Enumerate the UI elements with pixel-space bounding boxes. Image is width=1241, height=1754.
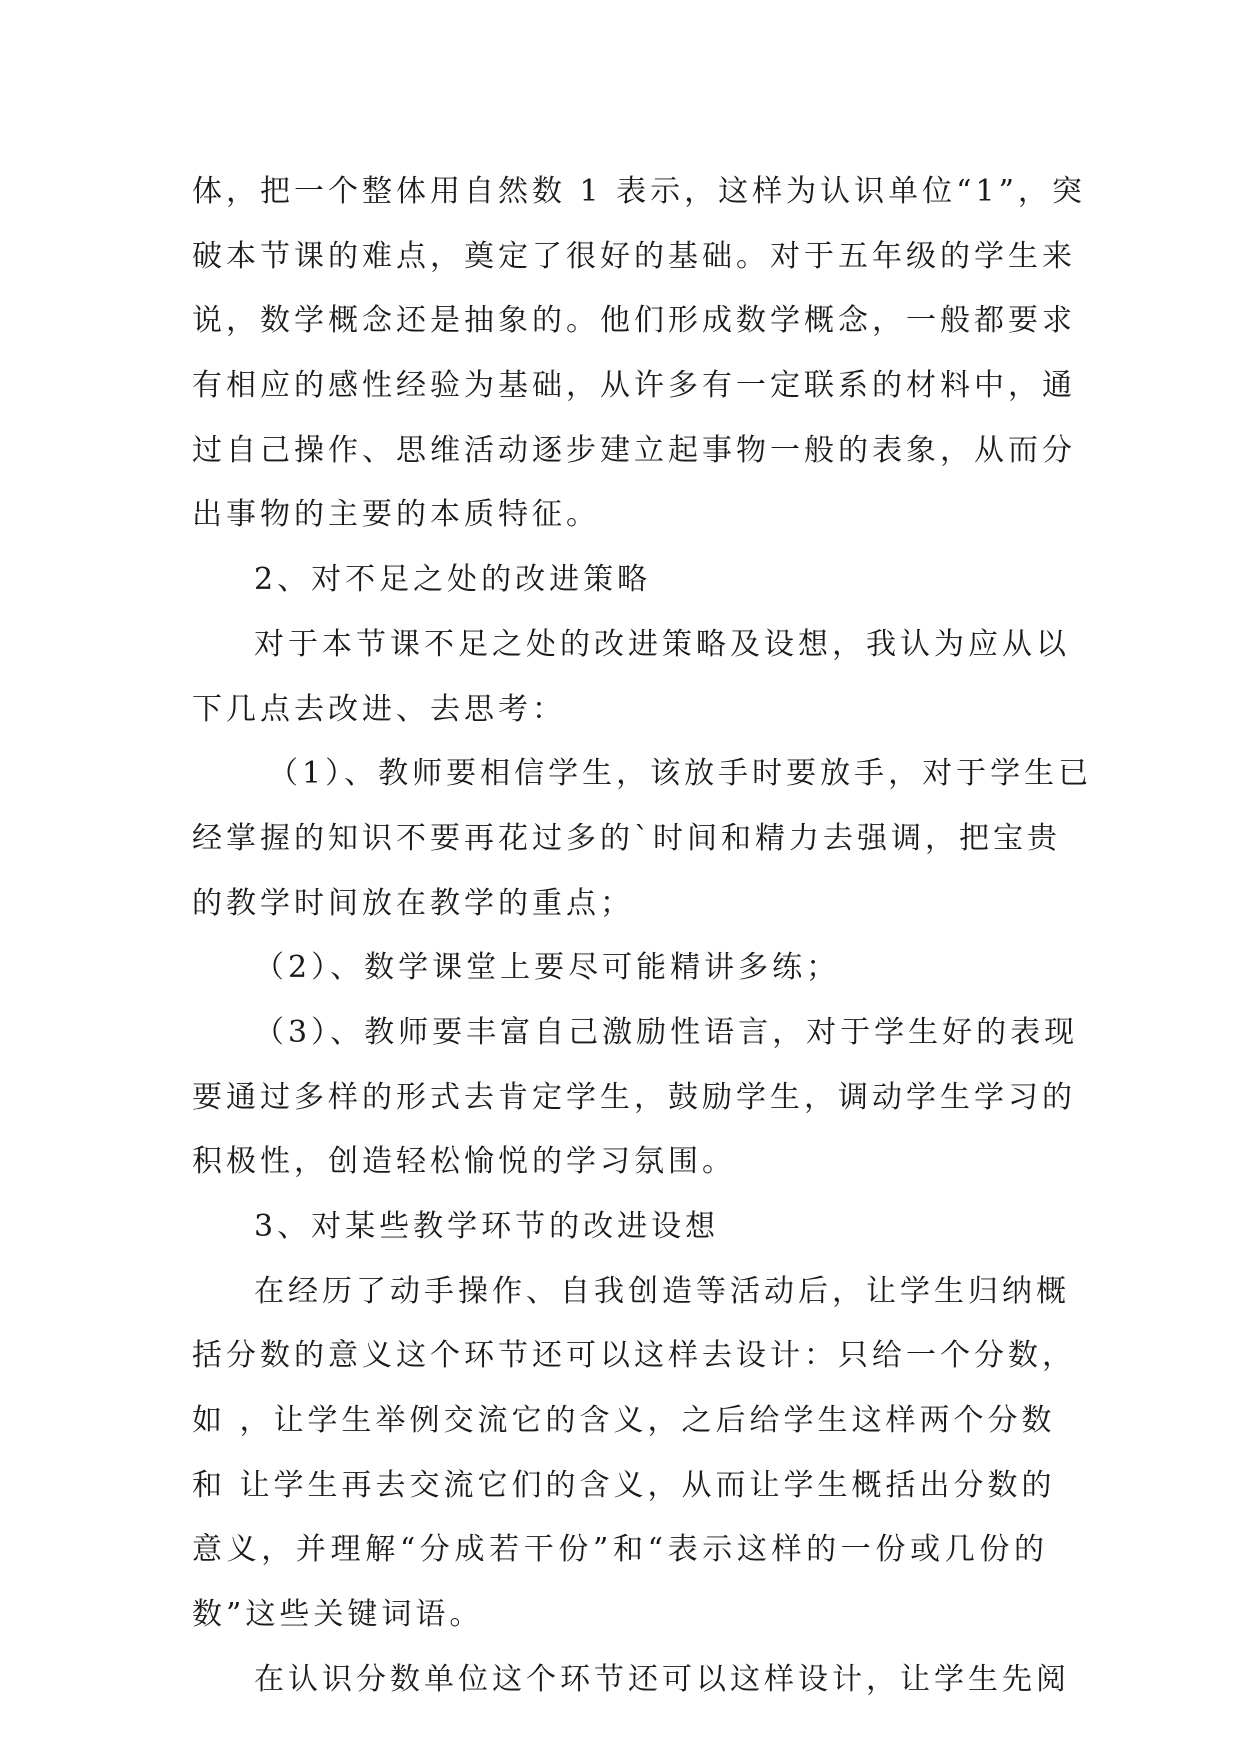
paragraph-line: 在认识分数单位这个环节还可以这样设计，让学生先阅 [254, 1661, 1070, 1697]
paragraph-line: 意义，并理解“分成若干份”和“表示这样的一份或几份的 [192, 1532, 1048, 1568]
paragraph-line: 如 ，让学生举例交流它的含义，之后给学生这样两个分数 [192, 1403, 1056, 1439]
paragraph-line: 下几点去改进、去思考： [192, 691, 566, 727]
paragraph-line: 和 让学生再去交流它们的含义，从而让学生概括出分数的 [192, 1467, 1056, 1503]
list-item-line: （2）、数学课堂上要尽可能精讲多练； [254, 950, 841, 986]
paragraph-line: 在经历了动手操作、自我创造等活动后，让学生归纳概 [254, 1273, 1070, 1309]
paragraph-line: 有相应的感性经验为基础，从许多有一定联系的材料中，通 [192, 368, 1076, 404]
paragraph-line: 数”这些关键词语。 [192, 1597, 484, 1633]
paragraph-line: 对于本节课不足之处的改进策略及设想，我认为应从以 [254, 626, 1070, 662]
list-item-line: 积极性，创造轻松愉悦的学习氛围。 [192, 1144, 736, 1180]
document-body [192, 160, 1093, 1713]
paragraph-line: 破本节课的难点，奠定了很好的基础。对于五年级的学生来 [192, 238, 1076, 274]
paragraph-line: 说，数学概念还是抽象的。他们形成数学概念，一般都要求 [192, 303, 1076, 339]
paragraph-line: 过自己操作、思维活动逐步建立起事物一般的表象，从而分 [192, 432, 1076, 468]
list-item-line: （1）、教师要相信学生，该放手时要放手，对于学生已 [268, 756, 1093, 792]
paragraph-line: 出事物的主要的本质特征。 [192, 497, 600, 533]
list-item-line: 经掌握的知识不要再花过多的`时间和精力去强调，把宝贵 [192, 820, 1061, 856]
paragraph-line: 括分数的意义这个环节还可以这样去设计：只给一个分数， [192, 1338, 1076, 1374]
list-item-line: 的教学时间放在教学的重点； [192, 885, 634, 921]
list-item-line: （3）、教师要丰富自己激励性语言，对于学生好的表现 [254, 1014, 1079, 1050]
section-heading: 2、对不足之处的改进策略 [254, 562, 652, 598]
list-item-line: 要通过多样的形式去肯定学生，鼓励学生，调动学生学习的 [192, 1079, 1076, 1115]
section-heading: 3、对某些教学环节的改进设想 [254, 1209, 720, 1244]
paragraph-line: 体，把一个整体用自然数 1 表示，这样为认识单位“1”，突 [192, 174, 1086, 209]
